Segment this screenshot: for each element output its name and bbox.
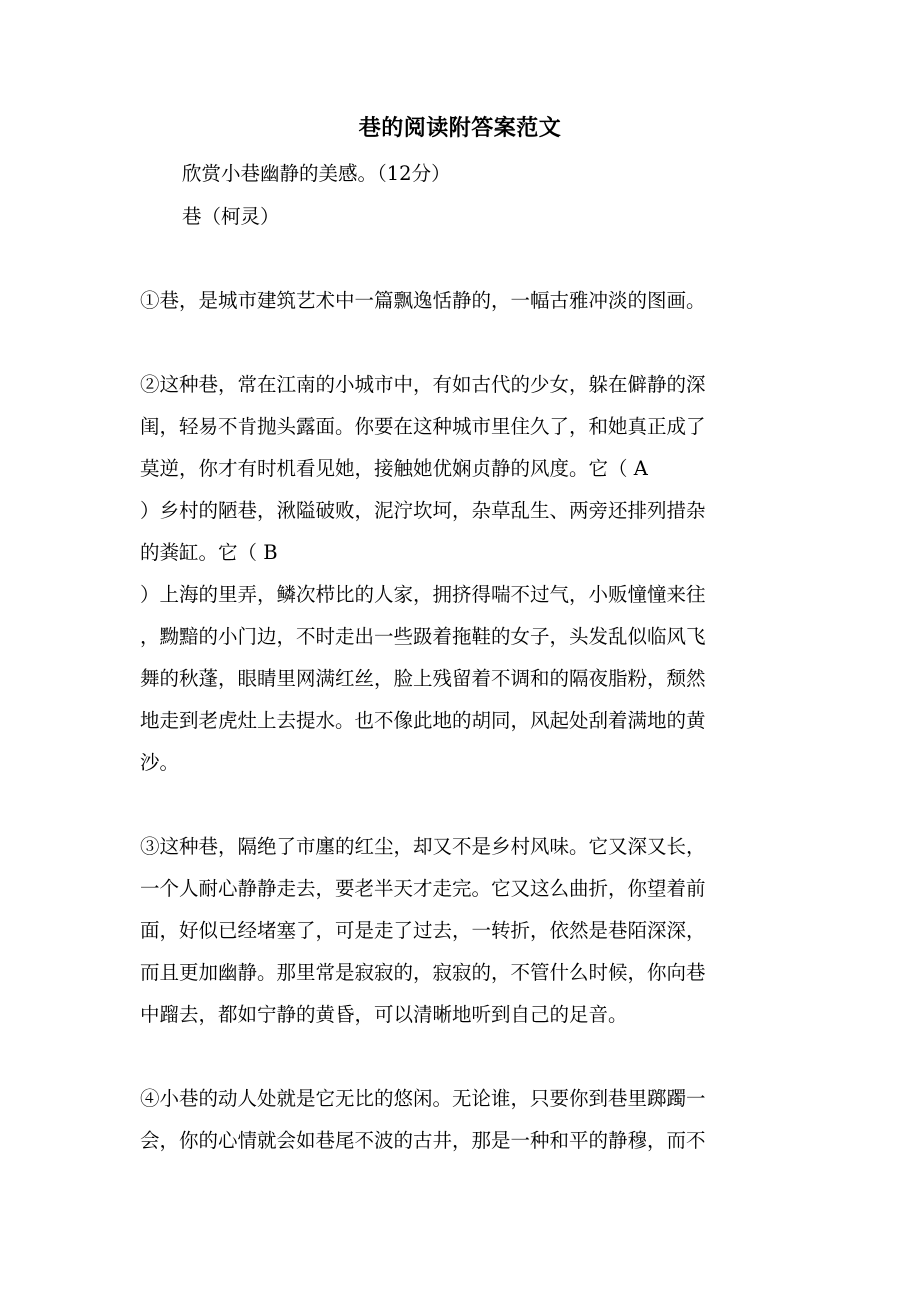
text-line: ）乡村的陋巷，湫隘破败，泥泞坎坷，杂草乱生、两旁还排列措杂 xyxy=(140,499,706,522)
text-line: 舞的秋蓬，眼睛里网满红丝，脸上残留着不调和的隔夜脂粉，颓然 xyxy=(140,667,706,690)
text-line: ③这种巷，隔绝了市廛的红尘，却又不是乡村风味。它又深又长， xyxy=(140,835,706,858)
paragraph-4 xyxy=(140,1078,780,1162)
text-line: ）上海的里弄，鳞次栉比的人家，拥挤得喘不过气，小贩憧憧来往 xyxy=(140,583,706,606)
text-line: ①巷，是城市建筑艺术中一篇飘逸恬静的，一幅古雅冲淡的图画。 xyxy=(140,289,706,312)
paragraph-2 xyxy=(140,364,780,784)
text-line: ④小巷的动人处就是它无比的悠闲。无论谁，只要你到巷里踯躅一 xyxy=(140,1087,706,1110)
text-line: ②这种巷，常在江南的小城市中，有如古代的少女，躲在僻静的深 xyxy=(140,373,706,396)
text-line: 面，好似已经堵塞了，可是走了过去，一转折，依然是巷陌深深， xyxy=(140,919,706,942)
text-line: 沙。 xyxy=(140,751,180,774)
text-line: 中蹓去，都如宁静的黄昏，可以清晰地听到自己的足音。 xyxy=(140,1003,628,1026)
paragraph-1 xyxy=(140,280,780,322)
text-line: ，黝黯的小门边，不时走出一些趿着拖鞋的女子，头发乱似临风飞 xyxy=(140,625,706,648)
question-instruction: 欣赏小巷幽静的美感。（12分） xyxy=(182,162,451,185)
text-line: 一个人耐心静静走去，要老半天才走完。它又这么曲折，你望着前 xyxy=(140,877,706,900)
document-title: 巷的阅读附答案范文 xyxy=(358,115,562,141)
text-line: 莫逆，你才有时机看见她，接触她优娴贞静的风度。它（ A xyxy=(140,457,648,480)
text-line: 闺，轻易不肯抛头露面。你要在这种城市里住久了，和她真正成了 xyxy=(140,415,706,438)
text-line: 的粪缸。它（ B xyxy=(140,541,278,564)
paragraph-3 xyxy=(140,826,780,1036)
text-line: 会，你的心情就会如巷尾不波的古井，那是一种和平的静穆，而不 xyxy=(140,1129,706,1152)
text-line: 地走到老虎灶上去提水。也不像此地的胡同，风起处刮着满地的黄 xyxy=(140,709,706,732)
article-heading: 巷（柯灵） xyxy=(182,205,280,228)
text-line: 而且更加幽静。那里常是寂寂的，寂寂的，不管什么时候，你向巷 xyxy=(140,961,706,984)
